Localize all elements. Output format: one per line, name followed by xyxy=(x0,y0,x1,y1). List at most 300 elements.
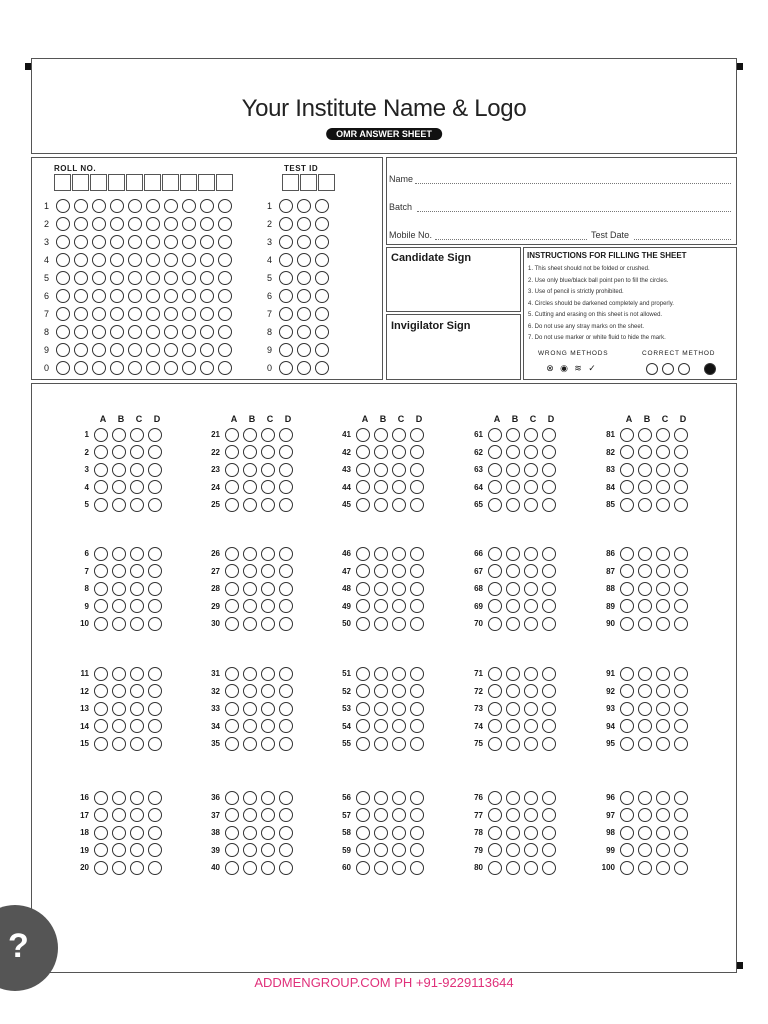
answer-bubble[interactable] xyxy=(638,582,652,596)
answer-bubble[interactable] xyxy=(94,445,108,459)
answer-bubble[interactable] xyxy=(638,791,652,805)
answer-bubble[interactable] xyxy=(410,564,424,578)
answer-bubble[interactable] xyxy=(148,564,162,578)
answer-bubble[interactable] xyxy=(130,599,144,613)
answer-bubble[interactable] xyxy=(638,617,652,631)
answer-bubble[interactable] xyxy=(638,702,652,716)
answer-bubble[interactable] xyxy=(620,480,634,494)
answer-bubble[interactable] xyxy=(225,791,239,805)
answer-bubble[interactable] xyxy=(94,826,108,840)
answer-bubble[interactable] xyxy=(94,564,108,578)
answer-bubble[interactable] xyxy=(112,463,126,477)
answer-bubble[interactable] xyxy=(392,667,406,681)
answer-bubble[interactable] xyxy=(148,480,162,494)
test-id-bubble[interactable] xyxy=(279,307,293,321)
answer-bubble[interactable] xyxy=(506,808,520,822)
roll-no-bubble[interactable] xyxy=(128,217,142,231)
answer-bubble[interactable] xyxy=(656,808,670,822)
answer-bubble[interactable] xyxy=(410,599,424,613)
test-id-bubble[interactable] xyxy=(279,271,293,285)
answer-bubble[interactable] xyxy=(392,480,406,494)
answer-bubble[interactable] xyxy=(130,428,144,442)
answer-bubble[interactable] xyxy=(374,667,388,681)
roll-no-bubble[interactable] xyxy=(182,307,196,321)
answer-bubble[interactable] xyxy=(112,564,126,578)
test-id-bubble[interactable] xyxy=(279,361,293,375)
answer-bubble[interactable] xyxy=(112,808,126,822)
answer-bubble[interactable] xyxy=(638,445,652,459)
answer-bubble[interactable] xyxy=(94,428,108,442)
answer-bubble[interactable] xyxy=(410,808,424,822)
answer-bubble[interactable] xyxy=(674,684,688,698)
roll-no-bubble[interactable] xyxy=(146,235,160,249)
answer-bubble[interactable] xyxy=(148,791,162,805)
test-id-bubble[interactable] xyxy=(297,307,311,321)
roll-no-bubble[interactable] xyxy=(164,199,178,213)
answer-bubble[interactable] xyxy=(148,582,162,596)
test-id-bubble[interactable] xyxy=(279,289,293,303)
answer-bubble[interactable] xyxy=(356,667,370,681)
answer-bubble[interactable] xyxy=(374,547,388,561)
answer-bubble[interactable] xyxy=(410,667,424,681)
answer-bubble[interactable] xyxy=(392,547,406,561)
answer-bubble[interactable] xyxy=(279,737,293,751)
roll-no-bubble[interactable] xyxy=(92,199,106,213)
answer-bubble[interactable] xyxy=(488,826,502,840)
answer-bubble[interactable] xyxy=(638,826,652,840)
answer-bubble[interactable] xyxy=(261,617,275,631)
answer-bubble[interactable] xyxy=(656,564,670,578)
roll-no-bubble[interactable] xyxy=(218,289,232,303)
answer-bubble[interactable] xyxy=(542,428,556,442)
answer-bubble[interactable] xyxy=(506,599,520,613)
answer-bubble[interactable] xyxy=(542,463,556,477)
answer-bubble[interactable] xyxy=(656,791,670,805)
answer-bubble[interactable] xyxy=(524,667,538,681)
answer-bubble[interactable] xyxy=(225,463,239,477)
answer-bubble[interactable] xyxy=(356,617,370,631)
test-id-bubble[interactable] xyxy=(315,253,329,267)
roll-no-bubble[interactable] xyxy=(110,271,124,285)
answer-bubble[interactable] xyxy=(374,445,388,459)
answer-bubble[interactable] xyxy=(392,445,406,459)
answer-bubble[interactable] xyxy=(112,599,126,613)
answer-bubble[interactable] xyxy=(243,445,257,459)
answer-bubble[interactable] xyxy=(112,826,126,840)
answer-bubble[interactable] xyxy=(656,428,670,442)
answer-bubble[interactable] xyxy=(261,480,275,494)
answer-bubble[interactable] xyxy=(112,428,126,442)
answer-bubble[interactable] xyxy=(94,498,108,512)
answer-bubble[interactable] xyxy=(506,428,520,442)
answer-bubble[interactable] xyxy=(148,445,162,459)
answer-bubble[interactable] xyxy=(674,702,688,716)
answer-bubble[interactable] xyxy=(130,808,144,822)
answer-bubble[interactable] xyxy=(674,445,688,459)
answer-bubble[interactable] xyxy=(261,702,275,716)
answer-bubble[interactable] xyxy=(243,428,257,442)
answer-bubble[interactable] xyxy=(656,547,670,561)
answer-bubble[interactable] xyxy=(112,843,126,857)
roll-no-digit-box[interactable] xyxy=(180,174,197,191)
roll-no-bubble[interactable] xyxy=(182,217,196,231)
answer-bubble[interactable] xyxy=(638,684,652,698)
answer-bubble[interactable] xyxy=(674,547,688,561)
answer-bubble[interactable] xyxy=(112,617,126,631)
answer-bubble[interactable] xyxy=(225,719,239,733)
answer-bubble[interactable] xyxy=(356,498,370,512)
answer-bubble[interactable] xyxy=(506,463,520,477)
answer-bubble[interactable] xyxy=(674,463,688,477)
answer-bubble[interactable] xyxy=(620,737,634,751)
answer-bubble[interactable] xyxy=(542,582,556,596)
test-id-bubble[interactable] xyxy=(279,253,293,267)
roll-no-bubble[interactable] xyxy=(92,217,106,231)
roll-no-bubble[interactable] xyxy=(56,217,70,231)
answer-bubble[interactable] xyxy=(374,861,388,875)
answer-bubble[interactable] xyxy=(225,547,239,561)
answer-bubble[interactable] xyxy=(243,582,257,596)
answer-bubble[interactable] xyxy=(542,702,556,716)
answer-bubble[interactable] xyxy=(488,463,502,477)
answer-bubble[interactable] xyxy=(130,719,144,733)
answer-bubble[interactable] xyxy=(524,445,538,459)
answer-bubble[interactable] xyxy=(225,843,239,857)
roll-no-bubble[interactable] xyxy=(182,271,196,285)
answer-bubble[interactable] xyxy=(356,702,370,716)
answer-bubble[interactable] xyxy=(638,843,652,857)
roll-no-bubble[interactable] xyxy=(74,361,88,375)
answer-bubble[interactable] xyxy=(524,564,538,578)
answer-bubble[interactable] xyxy=(488,498,502,512)
answer-bubble[interactable] xyxy=(656,843,670,857)
answer-bubble[interactable] xyxy=(279,599,293,613)
answer-bubble[interactable] xyxy=(94,599,108,613)
answer-bubble[interactable] xyxy=(356,861,370,875)
answer-bubble[interactable] xyxy=(94,808,108,822)
answer-bubble[interactable] xyxy=(524,480,538,494)
answer-bubble[interactable] xyxy=(410,582,424,596)
answer-bubble[interactable] xyxy=(392,843,406,857)
answer-bubble[interactable] xyxy=(374,564,388,578)
answer-bubble[interactable] xyxy=(488,684,502,698)
roll-no-bubble[interactable] xyxy=(164,235,178,249)
answer-bubble[interactable] xyxy=(148,826,162,840)
name-field-line[interactable] xyxy=(415,183,731,184)
answer-bubble[interactable] xyxy=(356,445,370,459)
answer-bubble[interactable] xyxy=(506,667,520,681)
answer-bubble[interactable] xyxy=(243,702,257,716)
answer-bubble[interactable] xyxy=(374,791,388,805)
answer-bubble[interactable] xyxy=(674,480,688,494)
roll-no-bubble[interactable] xyxy=(74,199,88,213)
answer-bubble[interactable] xyxy=(130,826,144,840)
roll-no-bubble[interactable] xyxy=(218,361,232,375)
roll-no-bubble[interactable] xyxy=(92,289,106,303)
answer-bubble[interactable] xyxy=(542,599,556,613)
answer-bubble[interactable] xyxy=(506,861,520,875)
answer-bubble[interactable] xyxy=(488,582,502,596)
answer-bubble[interactable] xyxy=(94,791,108,805)
answer-bubble[interactable] xyxy=(279,480,293,494)
answer-bubble[interactable] xyxy=(488,808,502,822)
answer-bubble[interactable] xyxy=(620,843,634,857)
answer-bubble[interactable] xyxy=(542,480,556,494)
answer-bubble[interactable] xyxy=(506,843,520,857)
answer-bubble[interactable] xyxy=(148,617,162,631)
test-id-bubble[interactable] xyxy=(315,271,329,285)
answer-bubble[interactable] xyxy=(488,480,502,494)
answer-bubble[interactable] xyxy=(620,547,634,561)
answer-bubble[interactable] xyxy=(488,737,502,751)
answer-bubble[interactable] xyxy=(374,498,388,512)
answer-bubble[interactable] xyxy=(243,599,257,613)
roll-no-bubble[interactable] xyxy=(182,235,196,249)
answer-bubble[interactable] xyxy=(620,684,634,698)
answer-bubble[interactable] xyxy=(148,702,162,716)
answer-bubble[interactable] xyxy=(243,564,257,578)
answer-bubble[interactable] xyxy=(392,684,406,698)
answer-bubble[interactable] xyxy=(130,564,144,578)
answer-bubble[interactable] xyxy=(620,617,634,631)
answer-bubble[interactable] xyxy=(225,684,239,698)
answer-bubble[interactable] xyxy=(638,599,652,613)
answer-bubble[interactable] xyxy=(112,684,126,698)
answer-bubble[interactable] xyxy=(94,737,108,751)
answer-bubble[interactable] xyxy=(488,564,502,578)
answer-bubble[interactable] xyxy=(243,480,257,494)
answer-bubble[interactable] xyxy=(225,599,239,613)
answer-bubble[interactable] xyxy=(94,667,108,681)
roll-no-bubble[interactable] xyxy=(56,253,70,267)
answer-bubble[interactable] xyxy=(620,428,634,442)
roll-no-bubble[interactable] xyxy=(92,253,106,267)
roll-no-digit-box[interactable] xyxy=(126,174,143,191)
roll-no-bubble[interactable] xyxy=(92,235,106,249)
roll-no-bubble[interactable] xyxy=(146,325,160,339)
answer-bubble[interactable] xyxy=(225,564,239,578)
answer-bubble[interactable] xyxy=(410,826,424,840)
roll-no-bubble[interactable] xyxy=(110,199,124,213)
answer-bubble[interactable] xyxy=(542,861,556,875)
answer-bubble[interactable] xyxy=(410,702,424,716)
roll-no-bubble[interactable] xyxy=(218,253,232,267)
answer-bubble[interactable] xyxy=(410,547,424,561)
answer-bubble[interactable] xyxy=(524,684,538,698)
answer-bubble[interactable] xyxy=(356,599,370,613)
answer-bubble[interactable] xyxy=(94,463,108,477)
answer-bubble[interactable] xyxy=(243,667,257,681)
roll-no-bubble[interactable] xyxy=(218,217,232,231)
answer-bubble[interactable] xyxy=(620,582,634,596)
answer-bubble[interactable] xyxy=(542,667,556,681)
answer-bubble[interactable] xyxy=(279,498,293,512)
answer-bubble[interactable] xyxy=(130,702,144,716)
roll-no-bubble[interactable] xyxy=(218,235,232,249)
answer-bubble[interactable] xyxy=(542,843,556,857)
answer-bubble[interactable] xyxy=(488,791,502,805)
answer-bubble[interactable] xyxy=(279,617,293,631)
answer-bubble[interactable] xyxy=(374,843,388,857)
roll-no-bubble[interactable] xyxy=(128,289,142,303)
test-id-bubble[interactable] xyxy=(315,325,329,339)
answer-bubble[interactable] xyxy=(410,791,424,805)
answer-bubble[interactable] xyxy=(356,582,370,596)
answer-bubble[interactable] xyxy=(261,808,275,822)
answer-bubble[interactable] xyxy=(261,861,275,875)
answer-bubble[interactable] xyxy=(524,547,538,561)
answer-bubble[interactable] xyxy=(243,791,257,805)
answer-bubble[interactable] xyxy=(261,667,275,681)
roll-no-bubble[interactable] xyxy=(146,307,160,321)
answer-bubble[interactable] xyxy=(620,564,634,578)
answer-bubble[interactable] xyxy=(410,428,424,442)
test-id-bubble[interactable] xyxy=(297,217,311,231)
answer-bubble[interactable] xyxy=(374,463,388,477)
answer-bubble[interactable] xyxy=(410,498,424,512)
roll-no-bubble[interactable] xyxy=(56,307,70,321)
roll-no-bubble[interactable] xyxy=(92,325,106,339)
answer-bubble[interactable] xyxy=(374,582,388,596)
test-id-digit-box[interactable] xyxy=(282,174,299,191)
roll-no-bubble[interactable] xyxy=(218,271,232,285)
test-date-line[interactable] xyxy=(634,239,731,240)
answer-bubble[interactable] xyxy=(225,861,239,875)
answer-bubble[interactable] xyxy=(620,808,634,822)
candidate-sign-box[interactable] xyxy=(386,247,521,312)
roll-no-bubble[interactable] xyxy=(200,253,214,267)
answer-bubble[interactable] xyxy=(356,463,370,477)
answer-bubble[interactable] xyxy=(656,861,670,875)
answer-bubble[interactable] xyxy=(279,463,293,477)
answer-bubble[interactable] xyxy=(638,547,652,561)
answer-bubble[interactable] xyxy=(620,791,634,805)
roll-no-bubble[interactable] xyxy=(164,307,178,321)
roll-no-bubble[interactable] xyxy=(164,253,178,267)
roll-no-bubble[interactable] xyxy=(56,343,70,357)
test-id-bubble[interactable] xyxy=(297,325,311,339)
roll-no-bubble[interactable] xyxy=(182,361,196,375)
test-id-bubble[interactable] xyxy=(315,289,329,303)
answer-bubble[interactable] xyxy=(243,684,257,698)
test-id-bubble[interactable] xyxy=(279,343,293,357)
answer-bubble[interactable] xyxy=(261,684,275,698)
answer-bubble[interactable] xyxy=(130,582,144,596)
answer-bubble[interactable] xyxy=(656,617,670,631)
roll-no-bubble[interactable] xyxy=(56,361,70,375)
roll-no-bubble[interactable] xyxy=(200,217,214,231)
answer-bubble[interactable] xyxy=(130,843,144,857)
answer-bubble[interactable] xyxy=(112,737,126,751)
test-id-bubble[interactable] xyxy=(297,361,311,375)
roll-no-bubble[interactable] xyxy=(200,325,214,339)
answer-bubble[interactable] xyxy=(674,843,688,857)
answer-bubble[interactable] xyxy=(356,737,370,751)
answer-bubble[interactable] xyxy=(506,702,520,716)
answer-bubble[interactable] xyxy=(488,547,502,561)
answer-bubble[interactable] xyxy=(674,719,688,733)
answer-bubble[interactable] xyxy=(225,737,239,751)
answer-bubble[interactable] xyxy=(279,428,293,442)
answer-bubble[interactable] xyxy=(620,861,634,875)
answer-bubble[interactable] xyxy=(392,498,406,512)
answer-bubble[interactable] xyxy=(374,599,388,613)
answer-bubble[interactable] xyxy=(506,826,520,840)
answer-bubble[interactable] xyxy=(94,480,108,494)
roll-no-bubble[interactable] xyxy=(182,289,196,303)
answer-bubble[interactable] xyxy=(638,667,652,681)
answer-bubble[interactable] xyxy=(488,702,502,716)
roll-no-bubble[interactable] xyxy=(146,343,160,357)
answer-bubble[interactable] xyxy=(279,547,293,561)
answer-bubble[interactable] xyxy=(94,719,108,733)
answer-bubble[interactable] xyxy=(392,617,406,631)
answer-bubble[interactable] xyxy=(392,861,406,875)
roll-no-bubble[interactable] xyxy=(74,343,88,357)
test-id-bubble[interactable] xyxy=(279,199,293,213)
test-id-bubble[interactable] xyxy=(315,343,329,357)
roll-no-bubble[interactable] xyxy=(128,199,142,213)
roll-no-boxes[interactable] xyxy=(54,174,234,191)
roll-no-digit-box[interactable] xyxy=(144,174,161,191)
answer-bubble[interactable] xyxy=(488,445,502,459)
roll-no-bubble[interactable] xyxy=(182,343,196,357)
answer-bubble[interactable] xyxy=(524,463,538,477)
answer-bubble[interactable] xyxy=(392,463,406,477)
answer-bubble[interactable] xyxy=(674,582,688,596)
answer-bubble[interactable] xyxy=(374,719,388,733)
answer-bubble[interactable] xyxy=(410,861,424,875)
answer-bubble[interactable] xyxy=(279,582,293,596)
answer-bubble[interactable] xyxy=(225,617,239,631)
roll-no-bubble[interactable] xyxy=(164,217,178,231)
answer-bubble[interactable] xyxy=(148,808,162,822)
answer-bubble[interactable] xyxy=(506,547,520,561)
roll-no-bubble[interactable] xyxy=(218,307,232,321)
answer-bubble[interactable] xyxy=(524,843,538,857)
answer-bubble[interactable] xyxy=(243,843,257,857)
answer-bubble[interactable] xyxy=(638,861,652,875)
answer-bubble[interactable] xyxy=(542,684,556,698)
roll-no-bubble[interactable] xyxy=(56,199,70,213)
answer-bubble[interactable] xyxy=(261,463,275,477)
answer-bubble[interactable] xyxy=(356,480,370,494)
roll-no-bubble[interactable] xyxy=(200,199,214,213)
answer-bubble[interactable] xyxy=(112,861,126,875)
test-id-bubble[interactable] xyxy=(297,271,311,285)
answer-bubble[interactable] xyxy=(524,498,538,512)
roll-no-digit-box[interactable] xyxy=(72,174,89,191)
answer-bubble[interactable] xyxy=(674,667,688,681)
answer-bubble[interactable] xyxy=(506,719,520,733)
answer-bubble[interactable] xyxy=(524,582,538,596)
answer-bubble[interactable] xyxy=(112,480,126,494)
roll-no-bubble[interactable] xyxy=(164,325,178,339)
answer-bubble[interactable] xyxy=(279,702,293,716)
answer-bubble[interactable] xyxy=(542,547,556,561)
answer-bubble[interactable] xyxy=(638,737,652,751)
roll-no-bubble[interactable] xyxy=(92,361,106,375)
mobile-field-line[interactable] xyxy=(435,239,587,240)
answer-bubble[interactable] xyxy=(638,719,652,733)
answer-bubble[interactable] xyxy=(656,719,670,733)
roll-no-bubble[interactable] xyxy=(146,199,160,213)
answer-bubble[interactable] xyxy=(225,826,239,840)
test-id-bubble[interactable] xyxy=(315,199,329,213)
answer-bubble[interactable] xyxy=(130,547,144,561)
answer-bubble[interactable] xyxy=(279,667,293,681)
answer-bubble[interactable] xyxy=(638,480,652,494)
